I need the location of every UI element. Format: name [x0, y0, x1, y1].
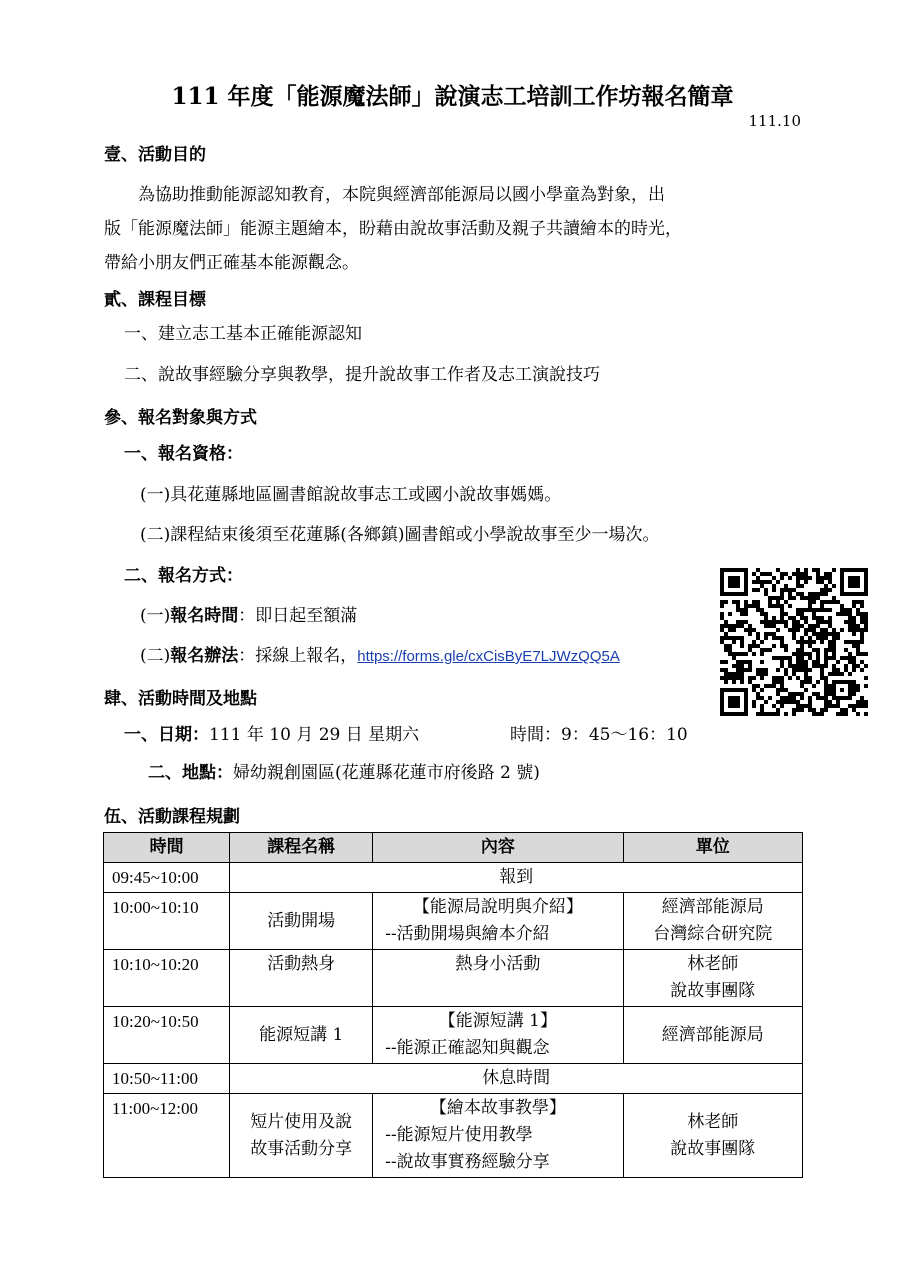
- table-row: [104, 863, 803, 893]
- eligibility-item: (二)課程結束後須至花蓮縣(各鄉鎮)圖書館或小學說故事至少一場次。: [140, 525, 660, 545]
- event-date-value: 111 年 10 月 29 日 星期六: [209, 725, 420, 745]
- row-time: 10:10~10:20: [104, 950, 230, 1007]
- row-time: 10:00~10:10: [104, 893, 230, 950]
- row-content: [373, 1094, 623, 1178]
- goal-item: 二、說故事經驗分享與教學，提升說故事工作者及志工演說技巧: [124, 365, 600, 385]
- registration-method: [140, 643, 620, 670]
- row-course-name: 活動開場: [230, 893, 373, 950]
- unit-line: 林老師: [687, 1111, 739, 1132]
- row-unit: [623, 1094, 802, 1178]
- content-line: 熱身小活動: [455, 954, 541, 974]
- event-time: 時間：9：45～16：10: [510, 725, 688, 745]
- header-unit: 單位: [623, 833, 802, 863]
- unit-line: 林老師: [687, 954, 739, 974]
- registration-method-label: 報名辦法: [170, 646, 239, 666]
- eligibility-item: (一)具花蓮縣地區圖書館說故事志工或國小說故事媽媽。: [140, 485, 562, 505]
- document-date: 111.10: [748, 112, 801, 130]
- row-unit: [623, 893, 802, 950]
- row-content: [373, 950, 623, 1007]
- unit-line: 台灣綜合研究院: [653, 924, 773, 944]
- row-course-name: [230, 1094, 373, 1178]
- purpose-line: 版「能源魔法師」能源主題繪本，盼藉由說故事活動及親子共讀繪本的時光，: [104, 219, 682, 239]
- goal-item: 一、建立志工基本正確能源認知: [124, 324, 362, 344]
- registration-method-prefix: (二): [140, 646, 171, 666]
- event-date-label: 一、日期：: [124, 725, 209, 745]
- unit-line: 經濟部能源局: [661, 897, 764, 917]
- content-line: --說故事實務經驗分享: [385, 1152, 550, 1172]
- header-course-name: 課程名稱: [230, 833, 373, 863]
- event-place: [148, 760, 540, 786]
- row-merged: 報到: [230, 863, 803, 893]
- table-row: [104, 1007, 803, 1064]
- course-name-line: 故事活動分享: [250, 1138, 353, 1159]
- table-row: [104, 893, 803, 950]
- row-course-name: 活動熱身: [230, 950, 373, 1007]
- unit-line: 說故事團隊: [670, 981, 756, 1001]
- section-heading-registration: 參、報名對象與方式: [104, 408, 257, 428]
- method-heading: 二、報名方式：: [124, 566, 243, 586]
- document-title: 111 年度「能源魔法師」說演志工培訓工作坊報名簡章: [171, 83, 734, 110]
- section-heading-schedule: 伍、活動課程規劃: [104, 807, 240, 827]
- row-unit: [623, 950, 802, 1007]
- row-content: [373, 893, 623, 950]
- content-line: --活動開場與繪本介紹: [385, 924, 550, 944]
- event-date: [124, 722, 419, 748]
- course-name-line: 短片使用及說: [250, 1111, 353, 1132]
- section-heading-goals: 貳、課程目標: [104, 290, 206, 310]
- table-row: [104, 1064, 803, 1094]
- content-line: 【繪本故事教學】: [429, 1098, 566, 1118]
- table-header-row: [104, 833, 803, 863]
- table-row: [104, 1094, 803, 1178]
- registration-method-value: ：採線上報名，: [238, 646, 358, 666]
- registration-time-prefix: (一): [140, 606, 171, 626]
- header-time: 時間: [104, 833, 230, 863]
- purpose-line: 為協助推動能源認知教育，本院與經濟部能源局以國小學童為對象，出: [138, 185, 665, 205]
- row-time: 10:20~10:50: [104, 1007, 230, 1064]
- content-line: 【能源短講 1】: [438, 1011, 557, 1031]
- row-unit: [623, 1007, 802, 1064]
- registration-time-label: 報名時間: [170, 606, 239, 626]
- content-line: --能源正確認知與觀念: [385, 1038, 550, 1058]
- registration-form-link[interactable]: https://forms.gle/cxCisByE7LJWzQQ5A: [357, 648, 620, 665]
- row-course-name: 能源短講 1: [230, 1007, 373, 1064]
- header-content: 內容: [373, 833, 623, 863]
- registration-time: [140, 603, 357, 629]
- qr-code-icon: [720, 568, 868, 716]
- event-place-value: 婦幼親創園區(花蓮縣花蓮市府後路 2 號): [233, 763, 540, 783]
- unit-line: 經濟部能源局: [661, 1024, 764, 1045]
- row-time: 10:50~11:00: [104, 1064, 230, 1094]
- row-merged: 休息時間: [230, 1064, 803, 1094]
- purpose-line: 帶給小朋友們正確基本能源觀念。: [104, 253, 359, 273]
- row-time: 09:45~10:00: [104, 863, 230, 893]
- event-place-label: 二、地點：: [148, 763, 233, 783]
- section-heading-time-place: 肆、活動時間及地點: [104, 689, 257, 709]
- row-content: [373, 1007, 623, 1064]
- row-time: 11:00~12:00: [104, 1094, 230, 1178]
- eligibility-heading: 一、報名資格：: [124, 444, 243, 464]
- purpose-paragraph: [104, 178, 804, 280]
- schedule-table: [103, 832, 803, 1178]
- content-line: 【能源局說明與介紹】: [412, 897, 583, 917]
- content-line: --能源短片使用教學: [385, 1125, 533, 1145]
- section-heading-purpose: 壹、活動目的: [104, 145, 206, 165]
- table-row: [104, 950, 803, 1007]
- unit-line: 說故事團隊: [670, 1138, 756, 1159]
- registration-time-value: ：即日起至額滿: [238, 606, 358, 626]
